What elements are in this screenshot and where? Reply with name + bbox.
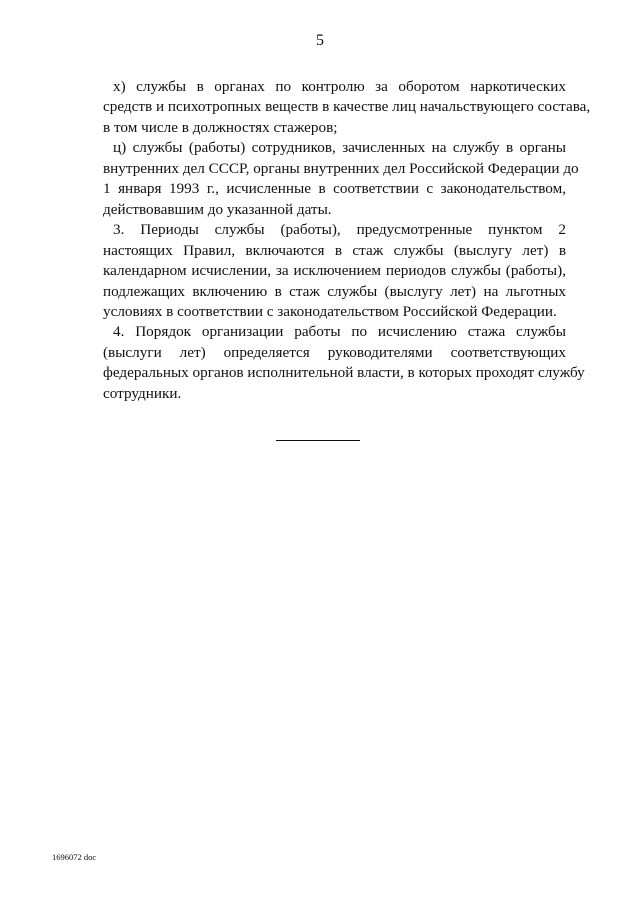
text-line: 3. Периоды службы (работы), предусмотренные пунктом 2 [113,221,566,239]
document-body [103,77,591,404]
text-line: средств и психотропных веществ в качестве лиц начальствующего состава, [103,98,591,116]
end-rule [276,440,360,441]
paragraph-item-x [103,77,591,138]
text-line: условиях в соответствии с законодательством Российской Федерации. [103,302,557,320]
paragraph-item-4 [103,322,585,404]
text-line: сотрудники. [103,384,182,402]
text-line: действовавшим до указанной даты. [103,200,332,218]
text-line: 1 января 1993 г., исчисленные в соответствии с законодательством, [103,180,566,198]
footer-doc-id: 1696072 doc [52,852,97,862]
text-line: (выслуги лет) определяется руководителями соответствующих [103,343,566,361]
text-line: ц) службы (работы) сотрудников, зачисленных на службу в органы [113,139,566,157]
text-line: в том числе в должностях стажеров; [103,118,338,136]
page-number: 5 [316,32,324,49]
paragraph-item-3 [103,220,566,322]
text-line: подлежащих включению в стаж службы (выслугу лет) на льготных [103,282,566,300]
text-line: федеральных органов исполнительной власти, в которых проходят службу [103,364,585,382]
text-line: х) службы в органах по контролю за оборотом наркотических [113,78,566,95]
text-line: 4. Порядок организации работы по исчислению стажа службы [113,323,566,341]
paragraph-item-ts [103,138,579,220]
text-line: настоящих Правил, включаются в стаж службы (выслугу лет) в [103,241,566,259]
text-line: календарном исчислении, за исключением периодов службы (работы), [103,262,566,280]
text-line: внутренних дел СССР, органы внутренних дел Российской Федерации до [103,159,579,177]
